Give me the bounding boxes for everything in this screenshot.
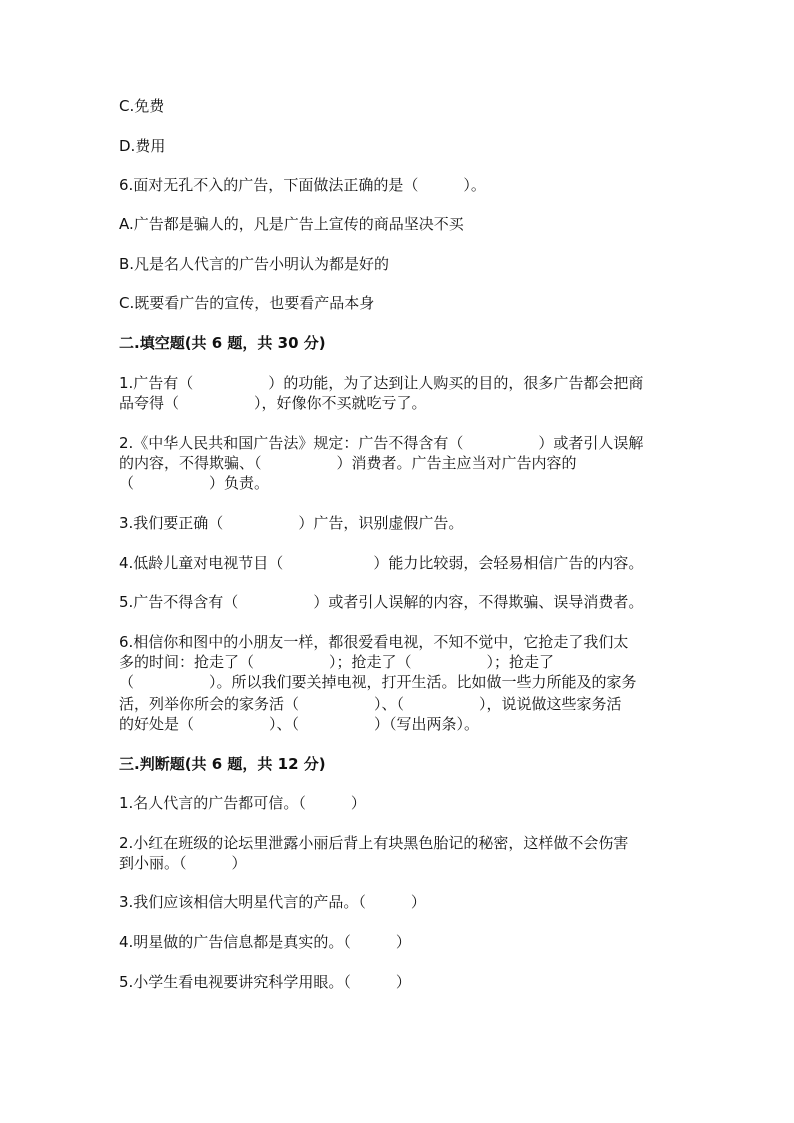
section-2-heading: 二.填空题(共 6 题，共 30 分)	[119, 334, 326, 352]
fill-q6-line5: 的好处是（ ）、（ ）（写出两条）。	[119, 715, 480, 733]
judge-q2-line1: 2.小红在班级的论坛里泄露小丽后背上有块黑色胎记的秘密，这样做不会伤害	[119, 834, 629, 852]
option-d-cost: D.费用	[119, 137, 166, 155]
section-3-heading: 三.判断题(共 6 题，共 12 分)	[119, 755, 326, 773]
fill-q1-line2: 品夸得（ ），好像你不买就吃亏了。	[119, 394, 427, 412]
fill-q6-line3: （ ）。所以我们要关掉电视，打开生活。比如做一些力所能及的家务	[119, 673, 637, 691]
fill-q1-line1: 1.广告有（ ）的功能，为了达到让人购买的目的，很多广告都会把商	[119, 374, 644, 392]
judge-q5: 5.小学生看电视要讲究科学用眼。（ ）	[119, 973, 411, 991]
fill-q4: 4.低龄儿童对电视节目（ ）能力比较弱，会轻易相信广告的内容。	[119, 554, 644, 572]
judge-q2-line2: 到小丽。（ ）	[119, 854, 247, 872]
fill-q5: 5.广告不得含有（ ）或者引人误解的内容，不得欺骗、误导消费者。	[119, 593, 644, 611]
fill-q2-line2: 的内容，不得欺骗、（ ）消费者。广告主应当对广告内容的	[119, 454, 577, 472]
judge-q4: 4.明星做的广告信息都是真实的。（ ）	[119, 933, 411, 951]
option-c-free: C.免费	[119, 97, 165, 115]
judge-q1: 1.名人代言的广告都可信。（ ）	[119, 794, 366, 812]
option-c: C.既要看广告的宣传，也要看产品本身	[119, 294, 375, 312]
option-a: A.广告都是骗人的，凡是广告上宣传的商品坚决不买	[119, 215, 464, 233]
fill-q3: 3.我们要正确（ ）广告，识别虚假广告。	[119, 514, 464, 532]
question-6-text: 6.面对无孔不入的广告，下面做法正确的是（ ）。	[119, 176, 486, 194]
option-b: B.凡是名人代言的广告小明认为都是好的	[119, 255, 390, 273]
fill-q6-line2: 多的时间：抢走了（ ）；抢走了（ ）；抢走了	[119, 653, 555, 671]
fill-q2-line1: 2.《中华人民共和国广告法》规定：广告不得含有（ ）或者引人误解	[119, 434, 644, 452]
fill-q6-line1: 6.相信你和图中的小朋友一样，都很爱看电视，不知不觉中，它抢走了我们太	[119, 633, 629, 651]
fill-q6-line4: 活，列举你所会的家务活（ ）、（ ），说说做这些家务活	[119, 695, 622, 713]
judge-q3: 3.我们应该相信大明星代言的产品。（ ）	[119, 893, 426, 911]
fill-q2-line3: （ ）负责。	[119, 474, 270, 492]
